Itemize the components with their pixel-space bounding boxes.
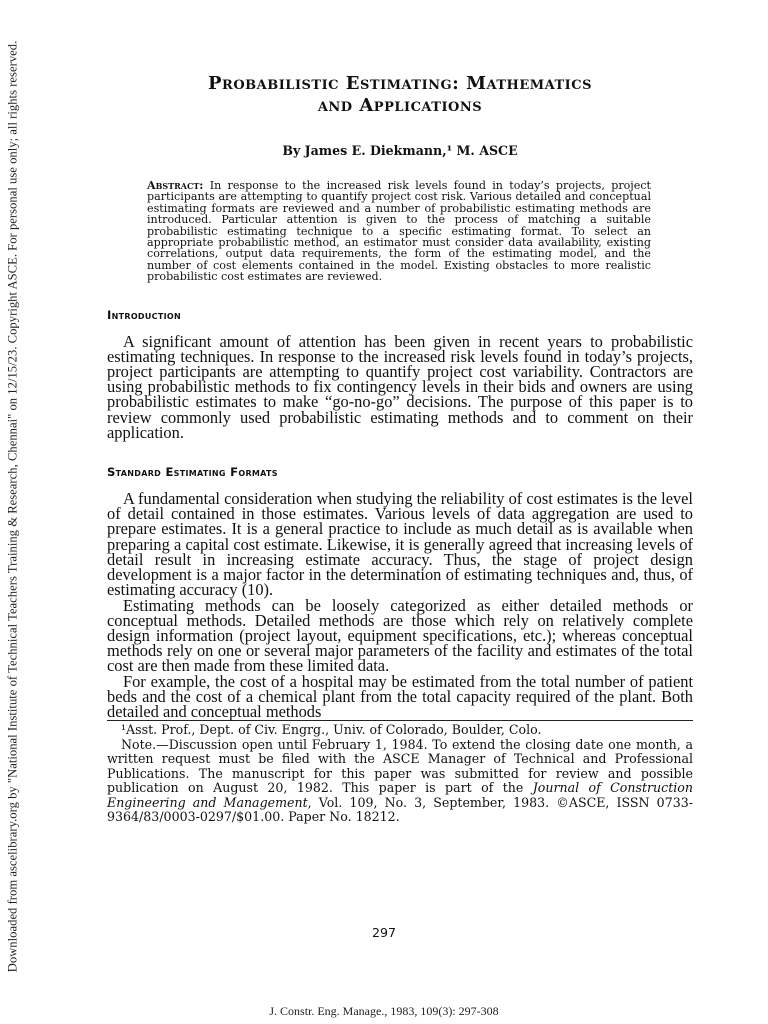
journal-citation: J. Constr. Eng. Manage., 1983, 109(3): 297-308	[269, 1004, 499, 1018]
section-heading-introduction: Introduction	[107, 307, 181, 322]
page-number: 297	[371, 925, 397, 940]
paper-title-line-1: Probabilistic Estimating: Mathematics	[208, 73, 592, 94]
author-byline: By James E. Diekmann,¹ M. ASCE	[282, 143, 518, 158]
paragraph: Estimating methods can be loosely categorized as either detailed methods or conceptual methods. Detailed methods are those which rely on relatively complete design information (project layout, equipment specifications, etc.); whereas conceptual methods rely on one or several major parameters of the facility and estimates of the total cost are then made from these limited data.	[107, 595, 693, 676]
download-watermark	[2, 26, 24, 986]
footnote-affiliation: ¹Asst. Prof., Dept. of Civ. Engrg., Univ. of Colorado, Boulder, Colo.	[121, 722, 542, 738]
paper-page	[107, 73, 693, 825]
download-watermark-text: Downloaded from ascelibrary.org by "National Institute of Technical Teachers Training & Research, Chennai" on 12/15/23. Copyright ASCE. For personal use only; all rights reserved.	[5, 40, 20, 972]
footnote-note-text: Note.—Discussion open until February 1, 1984. To extend the closing date one month, a written request must be filed with the ASCE Manager of Technical and Professional Publications. The manuscript for this paper was submitted for review and possible publication on August 20, 1982. This paper is part of the	[107, 736, 693, 796]
abstract-label: Abstract:	[147, 179, 204, 192]
paragraph: A fundamental consideration when studying the reliability of cost estimates is the level of detail contained in those estimates. Various levels of data aggregation are used to prepare estimates. It is a general practice to include as much detail as is available when preparing a capital cost estimate. Likewise, it is generally agreed that increasing levels of detail result in increasing estimate accuracy. Thus, the stage of project design development is a major factor in the determination of estimating techniques and, thus, of estimating accuracy (10).	[107, 489, 693, 600]
abstract	[147, 180, 651, 283]
paragraph: For example, the cost of a hospital may be estimated from the total number of patient beds and the cost of a chemical plant from the total capacity required of the plant. Both detailed and conceptual methods	[107, 671, 693, 721]
introduction-body	[107, 331, 693, 442]
footnote-note	[107, 738, 693, 825]
paper-title-line-2: and Applications	[317, 95, 483, 116]
paper-title	[107, 73, 693, 117]
journal-name: Journal of Construction Engineering and Management	[107, 780, 693, 810]
footnotes	[107, 723, 693, 825]
section-heading-standard-estimating-formats: Standard Estimating Formats	[107, 465, 278, 480]
footnote-note-citation: , Vol. 109, No. 3, September, 1983. ©ASCE, ISSN 0733-9364/83/0003-0297/$01.00. Paper No. 18212.	[107, 794, 693, 825]
paragraph: A significant amount of attention has been given in recent years to probabilistic estimating techniques. In response to the increased risk levels found in today’s projects, project participants are attempting to quantify project cost variability. Contractors are using probabilistic methods to fix contingency levels in their bids and owners are using probabilistic estimates to make “go-no-go” decisions. The purpose of this paper is to review commonly used probabilistic estimating methods and to comment on their application.	[107, 331, 693, 442]
abstract-text: In response to the increased risk levels found in today’s projects, project participants are attempting to quantify project cost risk. Various detailed and conceptual estimating formats are reviewed and a number of probabilistic estimating methods are introduced. Particular attention is given to the process of matching a suitable probabilistic estimating technique to a specific estimating format. To select an appropriate probabilistic method, an estimator must consider data availability, existing correlations, output data requirements, the form of the estimating model, and the number of cost elements contained in the model. Existing obstacles to more realistic probabilistic cost estimates are reviewed.	[147, 179, 651, 284]
standard-estimating-formats-body	[107, 491, 693, 719]
